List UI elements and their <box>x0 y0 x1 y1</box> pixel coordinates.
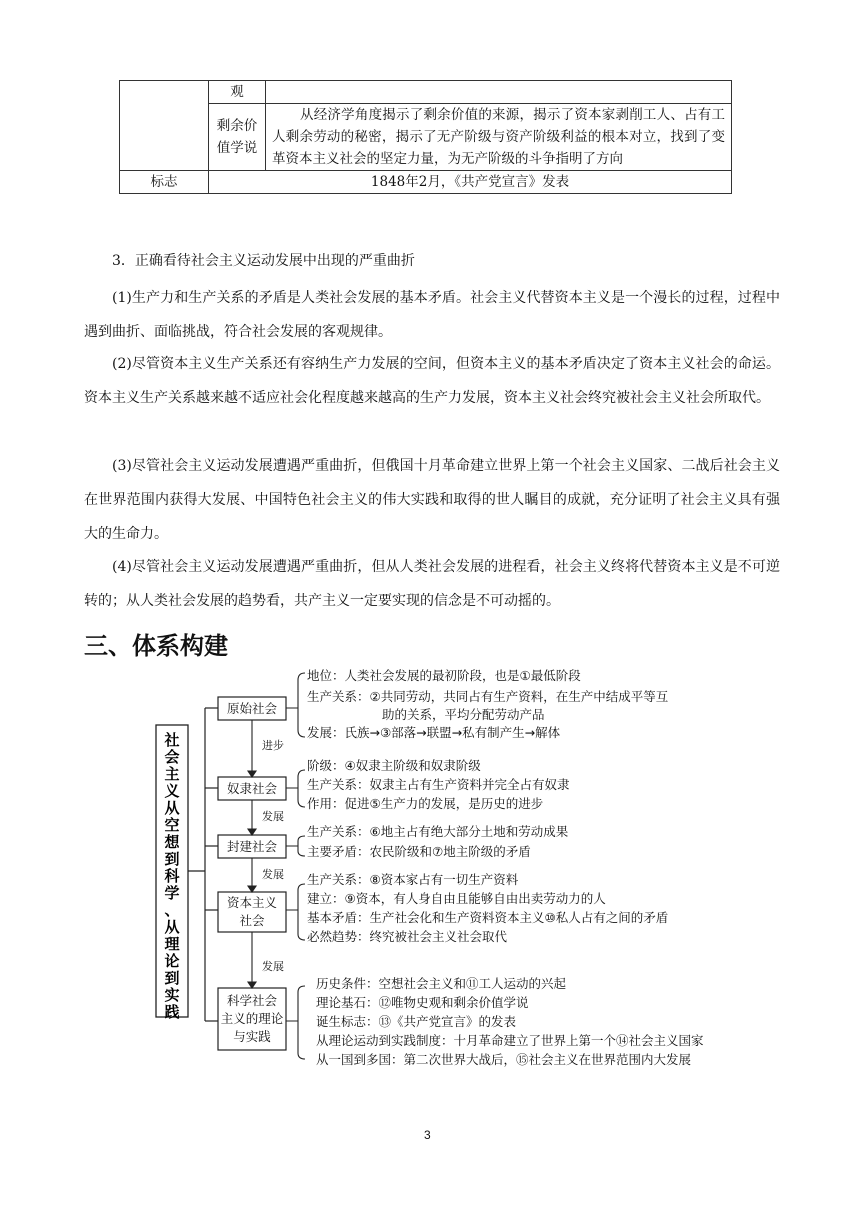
page-number: 3 <box>424 1128 431 1142</box>
stage-label-5a: 科学社会 <box>226 993 278 1008</box>
mindmap-item: 生产关系：⑥地主占有绝大部分土地和劳动成果 <box>307 824 569 839</box>
stage-label-4a: 资本主义 <box>226 895 278 910</box>
stage-scientific <box>205 988 286 1050</box>
section-title: 3．正确看待社会主义运动发展中出现的严重曲折 <box>112 253 415 269</box>
stage-label-2: 奴隶社会 <box>226 781 278 796</box>
mindmap-item: 基本矛盾：生产社会化和生产资料资本主义⑩私人占有之间的矛盾 <box>307 910 669 925</box>
arrow-label-4: 发展 <box>262 960 284 973</box>
mindmap-item: 必然趋势：终究被社会主义社会取代 <box>307 929 508 944</box>
arrow-label-3: 发展 <box>262 868 284 881</box>
root-char: 空 <box>164 816 180 834</box>
arrow-label-2: 发展 <box>262 810 284 823</box>
root-char: 社 <box>164 731 180 749</box>
root-char: 从 <box>164 918 180 936</box>
paragraph-1: (1)生产力和生产关系的矛盾是人类社会发展的基本矛盾。社会主义代替资本主义是一个漫长的过程，过程中遇到曲折、面临挑战，符合社会发展的客观规律。 <box>84 290 780 340</box>
paragraph-4: (4)尽管社会主义运动发展遭遇严重曲折，但从人类社会发展的进程看，社会主义终将代替资本主义是不可逆转的；从人类社会发展的趋势看，共产主义一定要实现的信念是不可动摇的。 <box>84 559 780 609</box>
root-char: 主 <box>164 765 180 783</box>
stage-primitive <box>205 697 286 720</box>
mindmap-item: 从一国到多国：第二次世界大战后，⑮社会主义在世界范围内大发展 <box>316 1052 692 1067</box>
stage-label-4b: 社会 <box>239 913 265 928</box>
mindmap-item: 建立：⑨资本，有人身自由且能够自由出卖劳动力的人 <box>307 891 606 906</box>
mindmap-root-text <box>163 731 180 1021</box>
mindmap-item: 从理论运动到实践制度：十月革命建立了世界上第一个⑭社会主义国家 <box>316 1033 704 1048</box>
stage-label-5b: 主义的理论 <box>220 1011 284 1026</box>
table-cell-desc: 从经济学角度揭示了剩余价值的来源，揭示了资本家剥削工人、占有工人剩余劳动的秘密，揭示了无产阶级与资产阶级利益的根本对立，找到了变革资本主义社会的坚定力量，为无产阶级的斗争指明了方向 <box>266 104 732 171</box>
mindmap-item: 主要矛盾：农民阶级和⑦地主阶级的矛盾 <box>307 844 531 859</box>
root-char: 到 <box>164 969 180 987</box>
stage-feudal <box>205 835 286 858</box>
root-char: 论 <box>164 952 180 970</box>
stage-capitalist <box>205 892 286 932</box>
mindmap-item: 理论基石：⑫唯物史观和剩余价值学说 <box>316 995 529 1010</box>
heading: 三、体系构建 <box>84 632 228 660</box>
mindmap-item: 生产关系：②共同劳动，共同占有生产资料，在生产中结成平等互 <box>307 689 669 704</box>
stage-label-1: 原始社会 <box>226 701 278 716</box>
root-char: 想 <box>164 833 180 851</box>
root-char: 到 <box>164 850 180 868</box>
stage-slave <box>205 777 286 800</box>
arrow-label-1: 进步 <box>262 739 284 752</box>
mindmap-item: 阶级：④奴隶主阶级和奴隶阶级 <box>307 758 481 773</box>
table-cell: 观 <box>209 81 266 104</box>
table-cell-label: 标志 <box>120 171 209 194</box>
root-char: 学 <box>164 884 180 902</box>
table-cell-value: 1848年2月，《共产党宣言》发表 <box>209 171 732 194</box>
table-cell-term: 剩余价值学说 <box>209 104 266 171</box>
root-char: 、 <box>164 901 180 919</box>
root-char: 科 <box>164 867 180 885</box>
paragraph-2: (2)尽管资本主义生产关系还有容纳生产力发展的空间，但资本主义的基本矛盾决定了资本主义社会的命运。资本主义生产关系越来越不适应社会化程度越来越高的生产力发展，资本主义社会终究被社会主义社会所取代。 <box>84 356 780 406</box>
root-char: 义 <box>164 782 180 800</box>
mindmap-item: 地位：人类社会发展的最初阶段，也是①最低阶段 <box>307 668 581 683</box>
root-char: 理 <box>164 935 180 953</box>
mindmap-item: 生产关系：⑧资本家占有一切生产资料 <box>307 872 519 887</box>
mindmap-item: 发展：氏族→③部落→联盟→私有制产生→解体 <box>307 725 561 740</box>
mindmap-item: 助的关系，平均分配劳动产品 <box>382 707 545 722</box>
root-char: 实 <box>164 986 180 1004</box>
mindmap-item: 历史条件：空想社会主义和⑪工人运动的兴起 <box>316 976 567 991</box>
root-char: 会 <box>164 748 180 766</box>
mindmap-item: 诞生标志：⑬《共产党宣言》的发表 <box>316 1014 517 1029</box>
root-char: 践 <box>164 1003 180 1021</box>
paragraph-3: (3)尽管社会主义运动发展遭遇严重曲折，但俄国十月革命建立世界上第一个社会主义国家、二战后社会主义在世界范围内获得大发展、中国特色社会主义的伟大实践和取得的世人瞩目的成就，充分证明了社会主义具有强大的生命力。 <box>84 458 780 542</box>
mindmap-items <box>307 668 704 1067</box>
root-char: 从 <box>164 799 180 817</box>
mindmap-item: 作用：促进⑤生产力的发展，是历史的进步 <box>307 796 544 811</box>
mindmap-item: 生产关系：奴隶主占有生产资料并完全占有奴隶 <box>307 777 570 792</box>
stage-label-3: 封建社会 <box>226 839 278 854</box>
stage-label-5c: 与实践 <box>233 1029 271 1044</box>
